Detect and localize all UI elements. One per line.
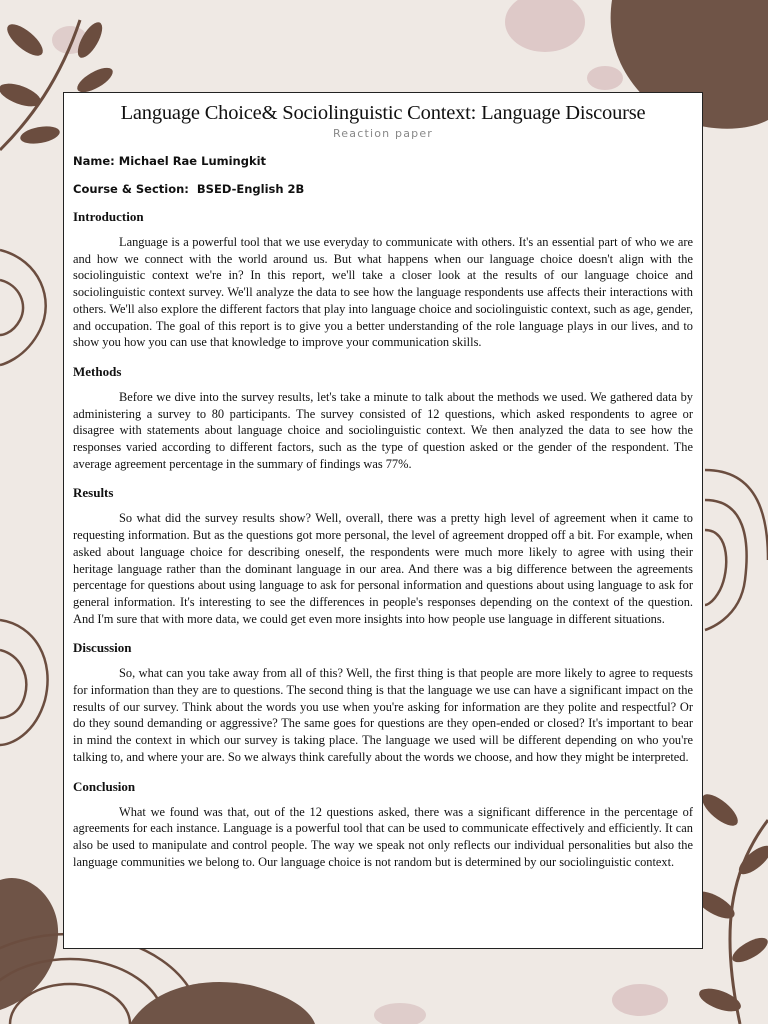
pink-blob-top (505, 0, 585, 52)
section-heading-results: Results (73, 485, 114, 501)
pink-blob-bottom (612, 984, 668, 1016)
name-label: Name: (73, 154, 115, 168)
dark-blob-bottom (130, 982, 315, 1024)
name-value: Michael Rae Lumingkit (118, 154, 267, 168)
contour-lines-right (705, 470, 768, 630)
section-heading-conclusion: Conclusion (73, 778, 136, 794)
document-subtitle: Reaction paper (332, 127, 434, 140)
pink-blob-bottom-mid (374, 1003, 426, 1024)
section-heading-introduction: Introduction (73, 209, 144, 224)
section-body-conclusion: What we found was that, out of the 12 questions asked, there was a significant difference in the percentage of agreements for each instance. Language is a powerful tool that can be used to communicate effectively and efficiently. It can also be used to manipulate and control people. The way we speak not only reflects our individual personalities but also the language communities we belong to. Our language choice is not random but is determined by our sociolinguistic context. (73, 804, 693, 869)
section-body-introduction: Language is a powerful tool that we use everyday to communicate with others. It's an essential part of who we are and how we connect with the world around us. But what happens when our language choice doesn't align with the sociolinguistic context we're in? In this report, we'll take a closer look at the results of our language choice and sociolinguistic context survey. We'll analyze the data to see how the language respondents use affects their interactions with others. We'll also explore the different factors that play into language choice and sociolinguistic context, such as age, gender, and occupation. The goal of this report is to give you a better understanding of the role language plays in our lives, and to show you how you can use that knowledge to improve your communication skills. (73, 235, 693, 350)
course-value: BSED-English 2B (196, 182, 305, 196)
section-body-results: So what did the survey results show? Well, overall, there was a pretty high level of agreement when it came to requesting information. But as the questions got more personal, the level of agreement dropped off a bit. For example, when asked about language choice for describing oneself, the respondents were much more likely to agree with using their heritage language rather than the dominant language in our area. And there was a big difference between the agreements percentage for questions about using language to ask for personal information and questions about using language to ask for general information. It's interesting to see the differences in people's responses depending on the context of the question. And I'm sure that with more data, we could get even more insights into how people use language in different situations. (73, 511, 693, 626)
section-body-discussion: So, what can you take away from all of this? Well, the first thing is that people are more likely to agree to requests for information than they are to questions. The second thing is that the language we use can have a significant impact on the results of our survey. Think about the words you use when you're asking for information are they polite and respectful? Or do they sound demanding or aggressive? The same goes for questions are they open-ended or closed? It's important to bear in mind the context in which our survey is taking place. The language we used will be different depending on who you're talking to, and where your are. So we always think carefully about the words we choose, and how they might be interpreted. (73, 666, 693, 764)
name-line (73, 154, 693, 168)
section-body-methods: Before we dive into the survey results, let's take a minute to talk about the methods we used. We gathered data by administering a survey to 80 participants. The survey consisted of 12 questions, which asked respondents to agree or disagree with statements about language choice and sociolinguistic context. We then analyzed the data to see how the responses varied according to different factors, such as the type of question asked or the gender of the respondent. The average agreement percentage in the summary of findings was 77%. (73, 389, 693, 471)
pink-blob-small (587, 66, 623, 90)
course-line (73, 182, 693, 196)
section-heading-methods: Methods (73, 363, 122, 379)
document-title: Language Choice& Sociolinguistic Context: Language Discourse (120, 102, 646, 124)
document-page (63, 92, 703, 949)
section-heading-discussion: Discussion (73, 640, 132, 656)
contour-lines-left (0, 250, 48, 745)
course-label: Course & Section: (73, 182, 189, 196)
